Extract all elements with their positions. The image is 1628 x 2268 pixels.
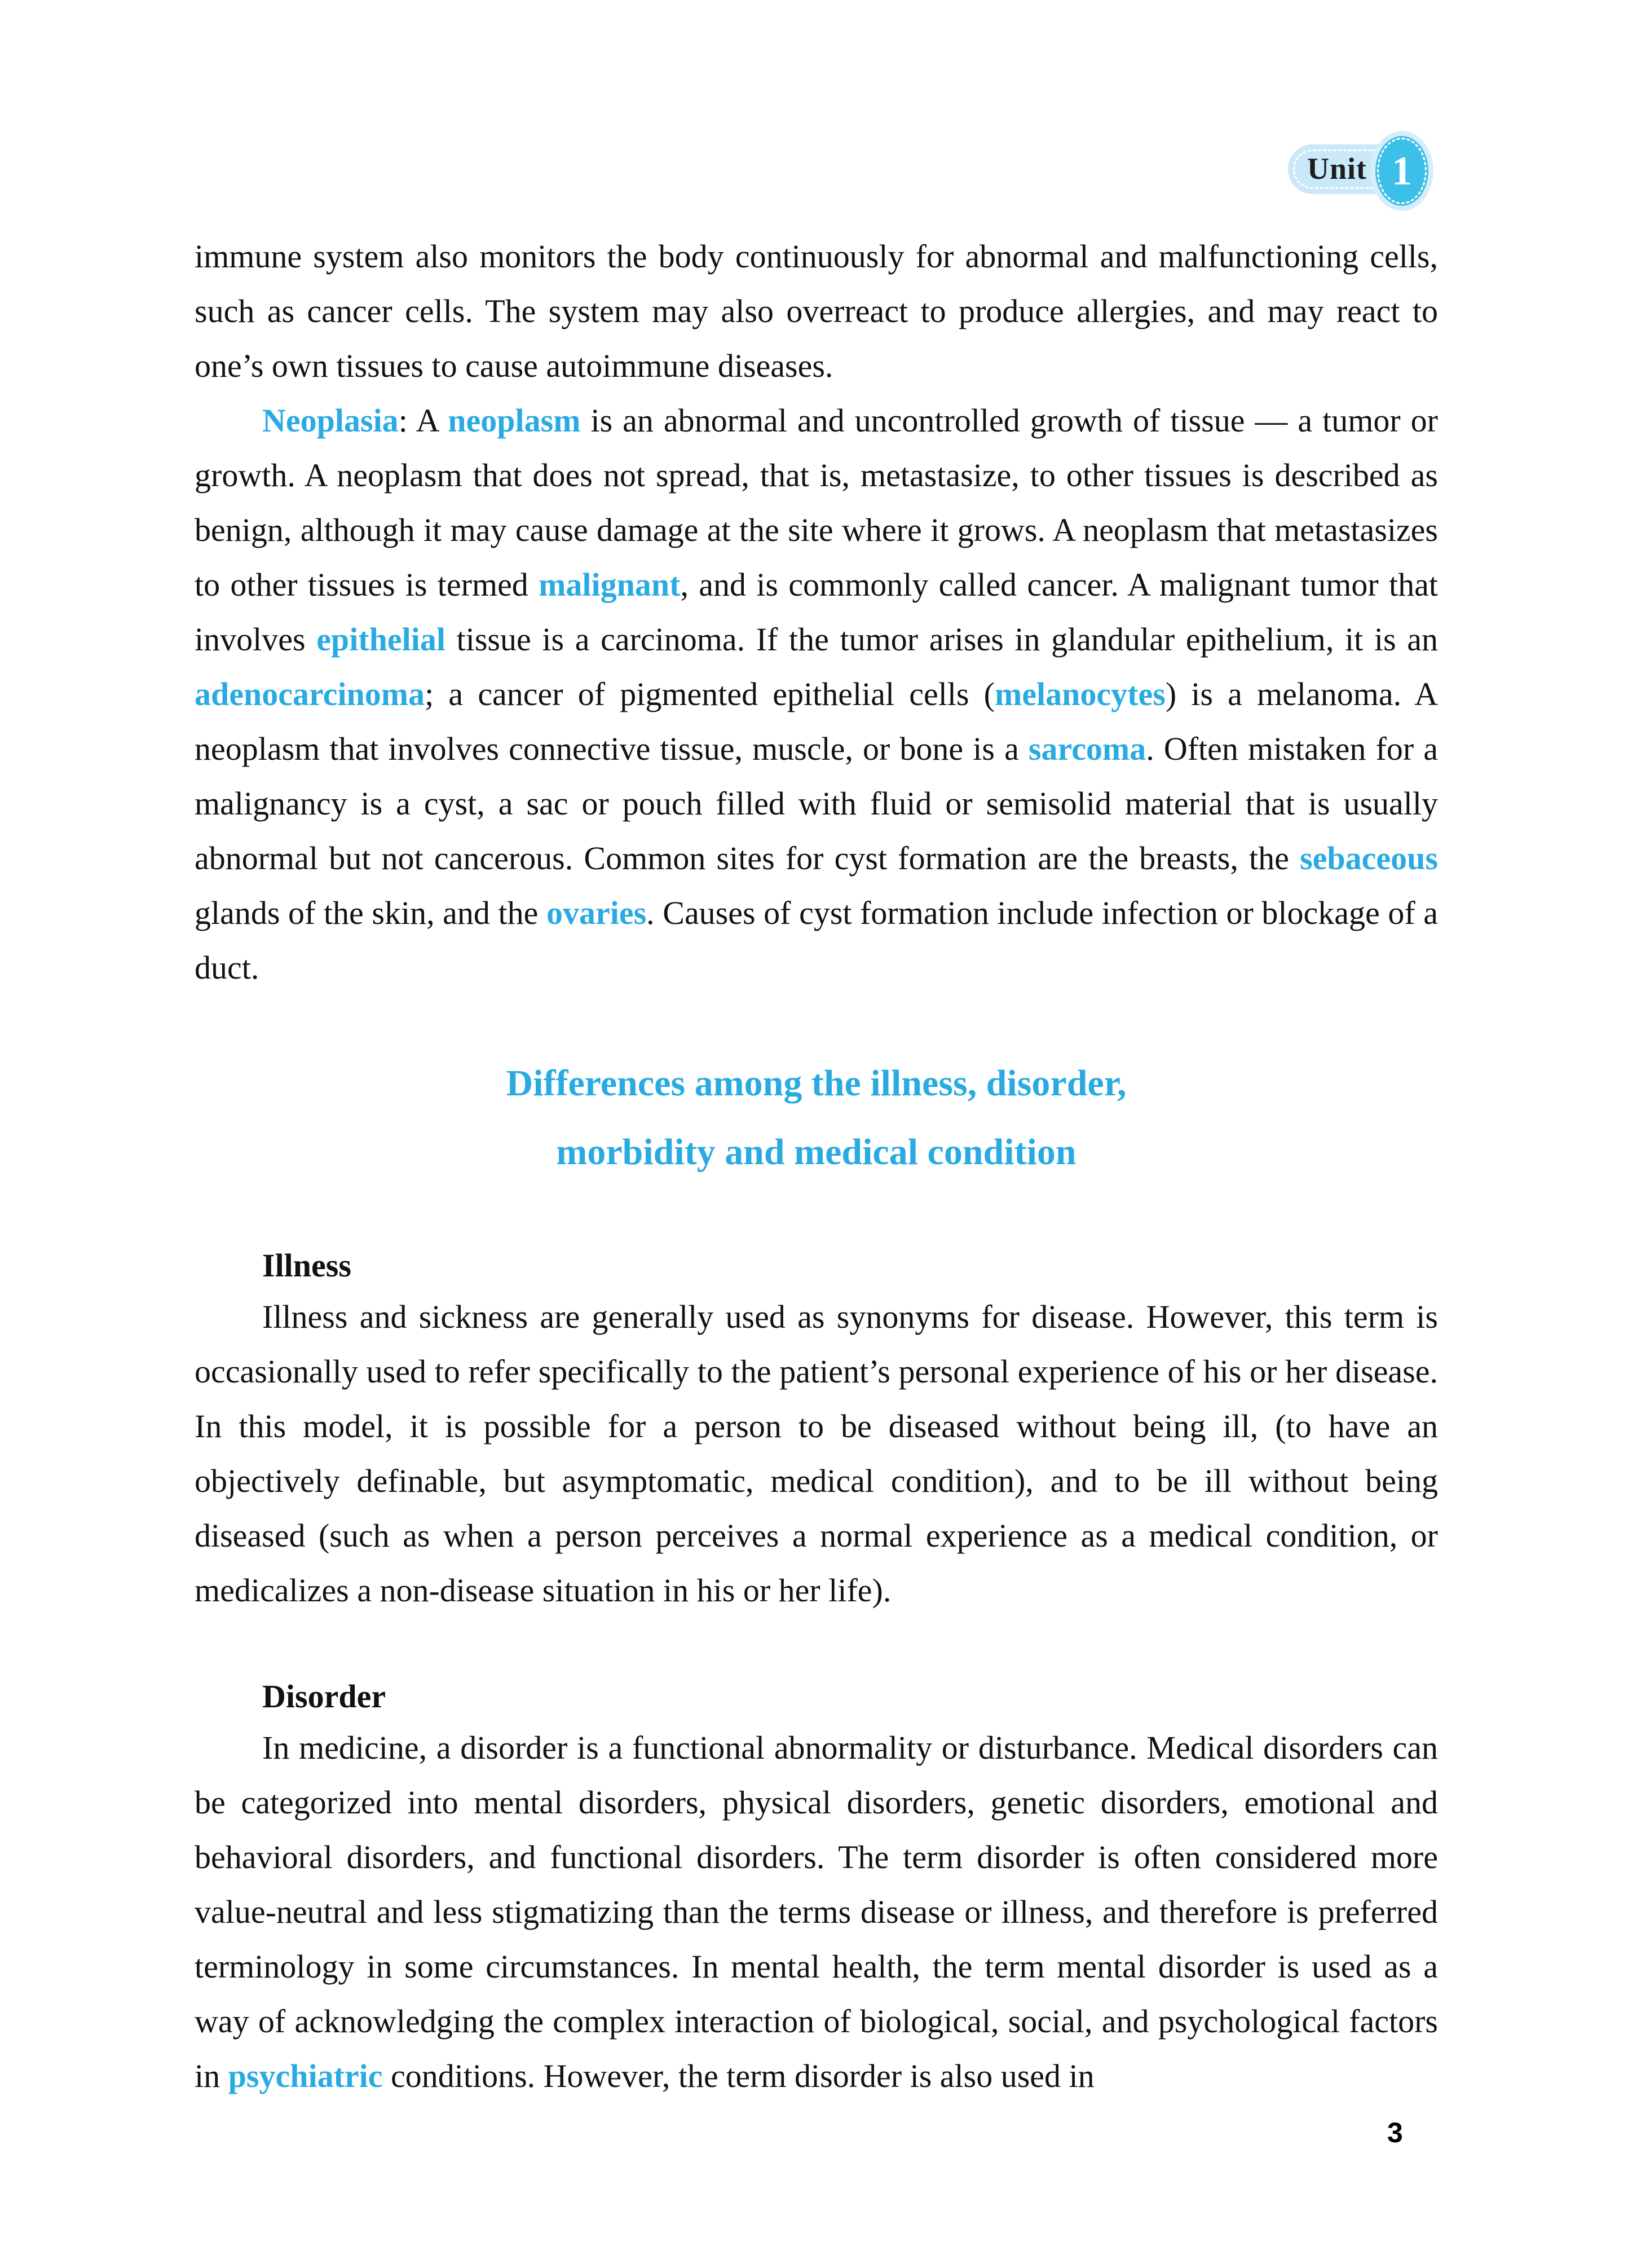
paragraph-illness: Illness and sickness are generally used as synonyms for disease. However, this term is occasionally used to refer specifically to the patient’s personal experience of his or her disease. In this model, it is possible for a person to be diseased without being ill, (to have an objectively definable, but asymptomatic, medical condition), and to be ill without being diseased (such as when a person perceives a normal experience as a medical condition, or medicalizes a non-disease situation in his or her life).: [195, 1298, 1438, 1609]
unit-number: 1: [1392, 148, 1412, 193]
keyword-term: epithelial: [316, 621, 445, 658]
section-heading: [195, 1049, 1438, 1187]
unit-badge: [1288, 131, 1433, 211]
keyword-term: Neoplasia: [262, 402, 399, 439]
section-heading-line2: morbidity and medical condition: [556, 1131, 1076, 1173]
keyword-term: melanocytes: [995, 676, 1166, 712]
keyword-term: malignant: [539, 566, 681, 603]
subheading-illness: Illness: [262, 1247, 351, 1284]
keyword-term: psychiatric: [228, 2058, 383, 2094]
paragraph-neoplasia: Neoplasia: A neoplasm is an abnormal and uncontrolled growth of tissue — a tumor or growth. A neoplasm that does not spread, that is, metastasize, to other tissues is described as benign, although it may cause damage at the site where it grows. A neoplasm that metastasizes to other tissues is termed malignant, and is commonly called cancer. A malignant tumor that involves epithelial tissue is a carcinoma. If the tumor arises in glandular epithelium, it is an adenocarcinoma; a cancer of pigmented epithelial cells (melanocytes) is a melanoma. A neoplasm that involves connective tissue, muscle, or bone is a sarcoma. Often mistaken for a malignancy is a cyst, a sac or pouch filled with fluid or semisolid material that is usually abnormal but not cancerous. Common sites for cyst formation are the breasts, the sebaceous glands of the skin, and the ovaries. Causes of cyst formation include infection or blockage of a duct.: [195, 402, 1438, 986]
keyword-term: ovaries: [546, 895, 647, 931]
subheading-disorder: Disorder: [262, 1678, 386, 1715]
keyword-term: sarcoma: [1028, 730, 1146, 767]
page-content: [195, 229, 1438, 2103]
keyword-term: adenocarcinoma: [195, 676, 425, 712]
section-heading-line1: Differences among the illness, disorder,: [506, 1063, 1127, 1104]
paragraph-disorder: In medicine, a disorder is a functional abnormality or disturbance. Medical disorders can be categorized into mental disorders, physical disorders, genetic disorders, emotional and behavioral disorders, and functional disorders. The term disorder is often considered more value-neutral and less stigmatizing than the terms disease or illness, and therefore is preferred terminology in some circumstances. In mental health, the term mental disorder is used as a way of acknowledging the complex interaction of biological, social, and psychological factors in psychiatric conditions. However, the term disorder is also used in: [195, 1729, 1438, 2094]
keyword-term: sebaceous: [1300, 840, 1438, 877]
unit-number-circle: [1370, 131, 1433, 211]
paragraph-immune-system: immune system also monitors the body continuously for abnormal and malfunctioning cells, such as cancer cells. The system may also overreact to produce allergies, and may react to one’s own tissues to cause autoimmune diseases.: [195, 238, 1438, 384]
keyword-term: neoplasm: [448, 402, 581, 439]
page-number: 3: [1387, 2117, 1403, 2148]
unit-label: Unit: [1307, 151, 1367, 186]
